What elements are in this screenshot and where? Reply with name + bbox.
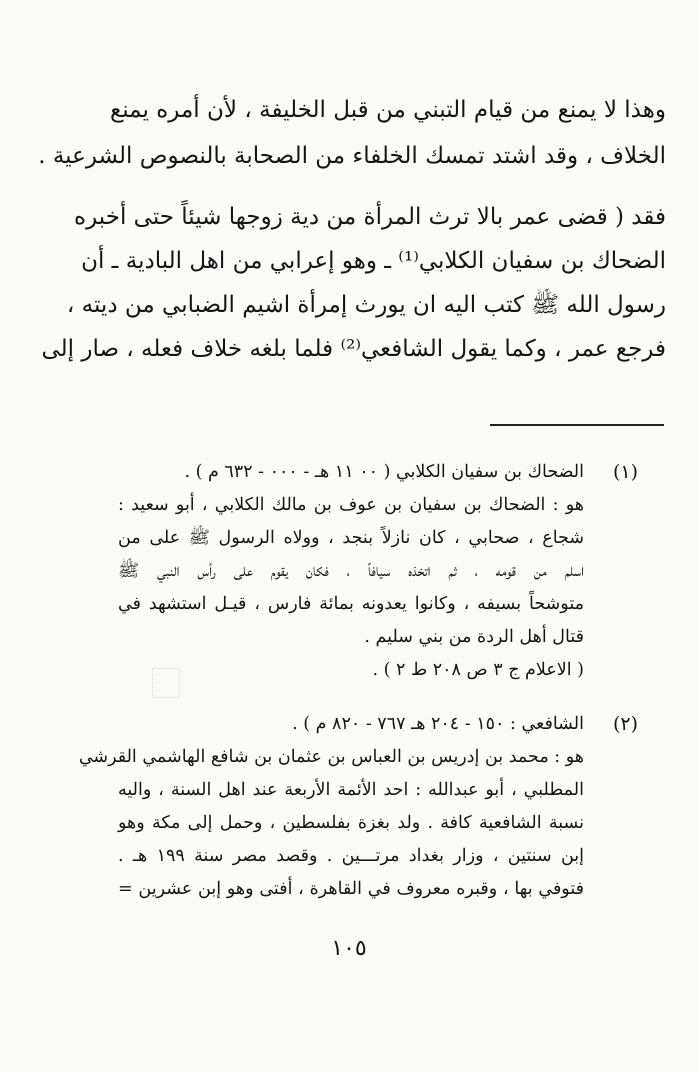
text-line: الخلاف ، وقد اشتد تمسك الخلفاء من الصحابة بالنصوص الشرعية .	[38, 143, 666, 169]
footnote-line: هو : الضحاك بن سفيان بن عوف بن مالك الكلابي ، أبو سعيد :	[118, 495, 584, 515]
main-paragraph-1	[38, 95, 666, 187]
footnote-line: متوشحاً بسيفه ، وكانوا يعدونه بمائة فارس ، قيـل استشهد في	[118, 594, 584, 614]
main-paragraph-2	[41, 202, 666, 378]
footnote-line: المطلبي ، أبو عبدالله : احد الأئمة الأربعة عند اهل السنة ، واليه	[118, 780, 584, 800]
text-line: فقد ( قضى عمر بالا ترث المرأة من دية زوجها شيئاً حتى أخبره	[74, 204, 666, 230]
footnote-line: قتال أهل الردة من بني سليم .	[364, 627, 584, 647]
faint-stamp-mark	[152, 668, 180, 698]
text-line: وهذا لا يمنع من قيام التبني من قبل الخليفة ، لأن أمره يمنع	[110, 97, 666, 123]
text-line: فرجع عمر ، وكما يقول الشافعي⁽²⁾ فلما بلغه خلاف فعله ، صار إلى	[41, 336, 666, 362]
page-number: ١٠٥	[331, 936, 367, 961]
text-line: رسول الله ﷺ كتب اليه ان يورث إمرأة اشيم الضبابي من ديته ،	[66, 292, 666, 318]
footnote-line: إبن سنتين ، وزار بغداد مرتـــين . وقصد مصر سنة ١٩٩ هـ .	[118, 846, 584, 866]
footnote-line: فتوفي بها ، وقبره معروف في القاهرة ، أفتى وهو إبن عشرين =	[118, 879, 584, 899]
footnote-line: هو : محمد بن إدريس بن العباس بن عثمان بن شافع الهاشمي القرشي	[78, 747, 584, 767]
footnote-line: نسبة الشافعية كافة . ولد بغزة بفلسطين ، وحمل إلى مكة وهو	[118, 813, 584, 833]
text-line: الضحاك بن سفيان الكلابي⁽¹⁾ ـ وهو إعرابي من اهل البادية ـ أن	[81, 248, 666, 274]
footnote-line: اسلم من قومه ، ثم اتخذه سيافاً ، فكان يقوم على رأس النبي ﷺ	[118, 561, 584, 581]
footnote-line: شجاع ، صحابي ، كان نازلاً بنجد ، وولاه الرسول ﷺ على من	[118, 528, 584, 548]
footnote-citation: ( الاعلام ج ٣ ص ٢٠٨ ط ٢ ) .	[372, 660, 584, 680]
footnote-line: الضحاك بن سفيان الكلابي ( ٠٠ ١١ هـ - ٠٠٠ - ٦٣٢ م ) .	[184, 462, 584, 482]
footnote-2	[78, 712, 638, 910]
footnote-number: (١)	[612, 461, 638, 483]
footnote-line: الشافعي : ١٥٠ - ٢٠٤ هـ ٧٦٧ - ٨٢٠ م ) .	[292, 714, 584, 734]
footnote-separator-rule	[490, 424, 664, 426]
footnote-number: (٢)	[612, 713, 638, 735]
footnote-1	[118, 460, 638, 691]
